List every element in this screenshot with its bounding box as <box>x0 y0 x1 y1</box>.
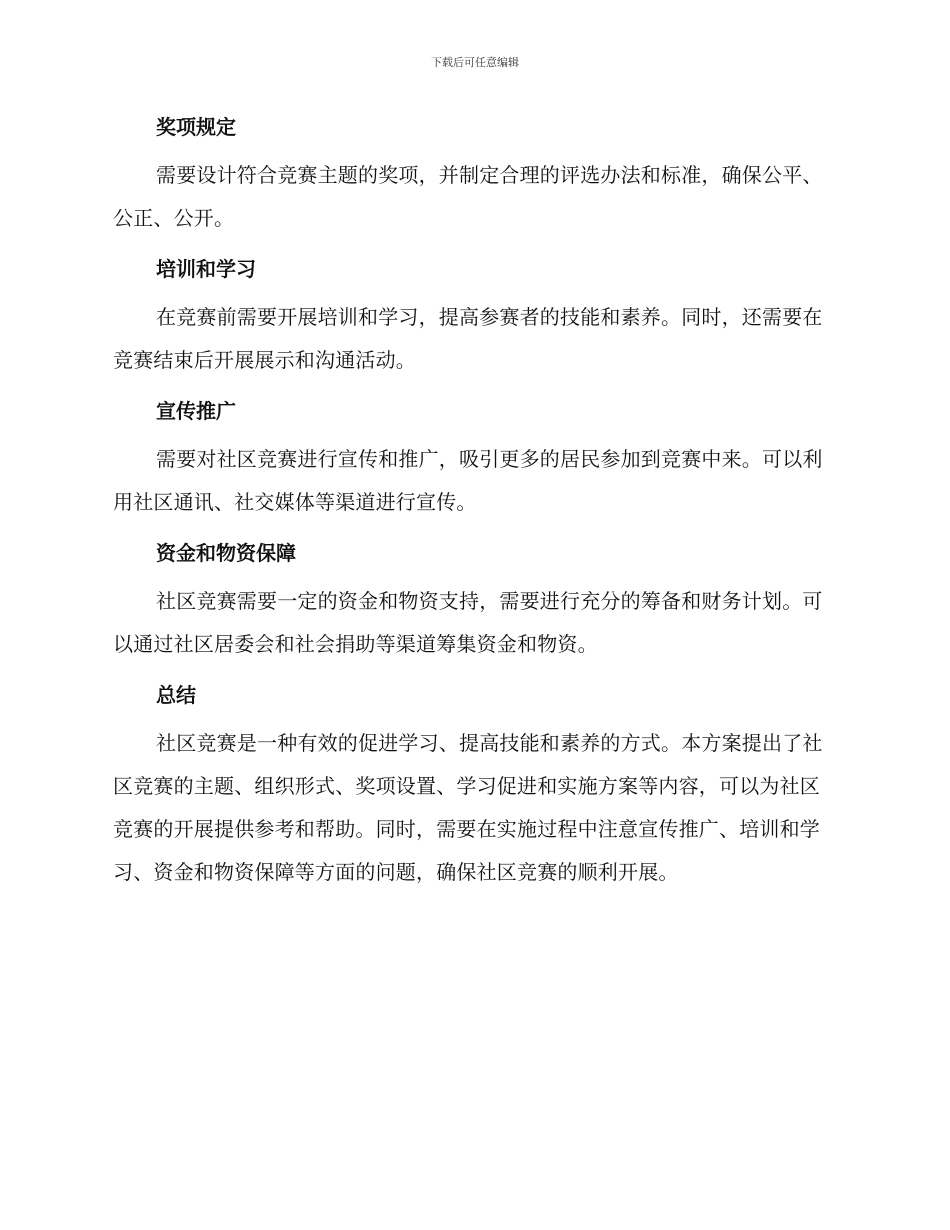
section-heading-training: 培训和学习 <box>156 257 256 281</box>
document-body <box>113 108 831 904</box>
section-heading-awards: 奖项规定 <box>156 115 236 139</box>
section-body-training: 在竞赛前需要开展培训和学习，提高参赛者的技能和素养。同时，还需要在竞赛结束后开展展示和沟通活动。 <box>113 305 823 372</box>
section-body-promotion: 需要对社区竞赛进行宣传和推广，吸引更多的居民参加到竞赛中来。可以利用社区通讯、社交媒体等渠道进行宣传。 <box>113 447 823 514</box>
section-heading-funding: 资金和物资保障 <box>156 541 296 565</box>
section-body-funding: 社区竞赛需要一定的资金和物资支持，需要进行充分的筹备和财务计划。可以通过社区居委会和社会捐助等渠道筹集资金和物资。 <box>113 589 823 656</box>
page-header: 下载后可任意编辑 <box>431 56 519 69</box>
section-heading-summary: 总结 <box>156 683 196 707</box>
section-body-summary: 社区竞赛是一种有效的促进学习、提高技能和素养的方式。本方案提出了社区竞赛的主题、组织形式、奖项设置、学习促进和实施方案等内容，可以为社区竞赛的开展提供参考和帮助。同时，需要在实施过程中注意宣传推广、培训和学习、资金和物资保障等方面的问题，确保社区竞赛的顺利开展。 <box>113 731 823 884</box>
section-heading-promotion: 宣传推广 <box>156 399 236 423</box>
section-body-awards: 需要设计符合竞赛主题的奖项，并制定合理的评选办法和标准，确保公平、公正、公开。 <box>113 163 823 230</box>
